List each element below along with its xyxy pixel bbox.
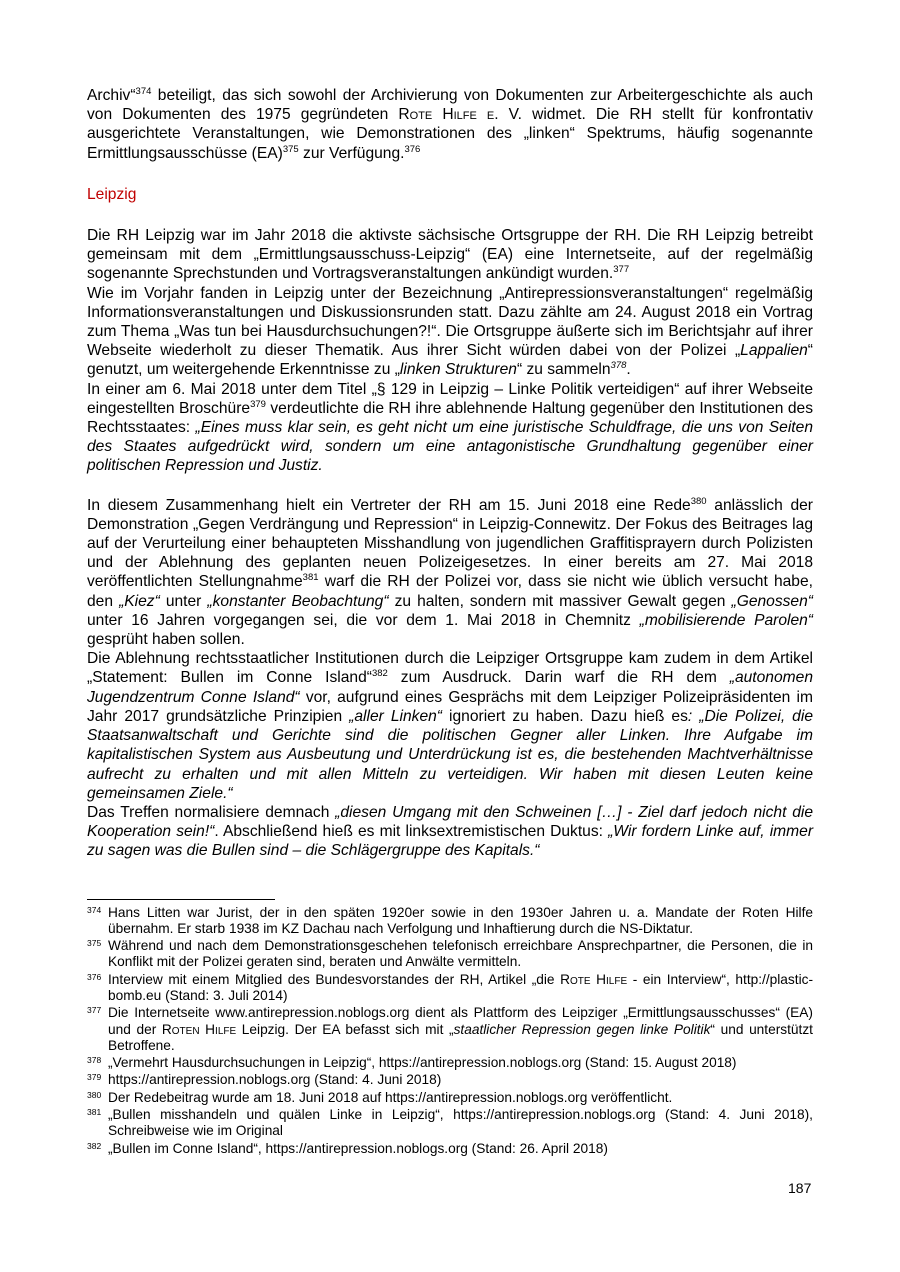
footnote-381 bbox=[87, 1107, 813, 1140]
text-span: vor, aufgrund eines Gesprächs mit dem Leipziger Polizeipräsidenten im Jahr 2017 grundsätzliche Prinzipien bbox=[87, 688, 813, 725]
text-span: warf die RH der Polizei vor, dass sie nicht wie üblich versucht habe, den bbox=[87, 573, 813, 610]
text-span: In einer am 6. Mai 2018 unter dem Titel „§ 129 in Leipzig – Linke Politik verteidigen“ auf ihrer Webseite eingestellten Broschüre bbox=[87, 380, 813, 417]
text-span: Die RH Leipzig war im Jahr 2018 die aktivste sächsische Ortsgruppe der RH. Die RH Leipzig betreibt gemeinsam mit dem „Ermittlungsausschuss-Leipzig“ (EA) eine Internetseite, auf der regelmäßig sogenannte Sprechstunden und Vortragsveranstaltungen ankündigt wurden. bbox=[87, 227, 813, 283]
quote-italic: „Wir fordern Linke auf, immer zu sagen was die Bullen sind – die Schlägergruppe des Kapitals.“ bbox=[87, 823, 814, 860]
text-span: zum Ausdruck. Darin warf die RH dem bbox=[387, 669, 730, 687]
paragraph-conne-island bbox=[87, 649, 813, 803]
footnote-text: Die Internetseite www.antirepression.noblogs.org dient als Plattform des Leipziger „Ermittlungsausschusses“ (EA) und der bbox=[108, 1005, 813, 1037]
footnote-379 bbox=[87, 1072, 813, 1088]
section-heading-leipzig: Leipzig bbox=[87, 185, 137, 203]
footnote-text: Während und nach dem Demonstrationsgeschehen telefonisch erreichbare Ansprechpartner, die Personen, die in Konflikt mit der Polizei geraten sind, beraten und Anwälte vermitteln. bbox=[108, 938, 813, 970]
footnote-number: 374 bbox=[87, 904, 102, 915]
quote-italic: : „Die Polizei, die Staatsanwaltschaft und Gerichte sind die politischen Gegner aller Linken. Ihre Aufgabe im kapitalistischen System aus Ausbeutung und Unterdrückung ist es, die bestehenden Machtverhältnisse aufrecht zu erhalten und mit allen Mitteln zu verteidigen. Wir haben mit diesen Leuten keine gemeinsamen Ziele.“ bbox=[87, 707, 813, 802]
text-span: unter 16 Jahren vorgegangen sei, die vor dem 1. Mai 2018 in Chemnitz bbox=[87, 611, 640, 629]
footnote-ref[interactable]: 377 bbox=[613, 264, 630, 276]
text-span: Die Ablehnung rechtsstaatlicher Institutionen durch die Leipziger Ortsgruppe kam zudem in dem Artikel „Statement: Bullen im Conne Island“ bbox=[87, 650, 813, 687]
footnote-number: 376 bbox=[87, 971, 102, 982]
page-number: 187 bbox=[788, 1180, 812, 1196]
footnote-number: 378 bbox=[87, 1055, 102, 1066]
footnote-text: “ und unterstützt Betroffene. bbox=[108, 1021, 813, 1053]
footnote-number: 375 bbox=[87, 938, 102, 949]
quote-italic: Lappalien bbox=[740, 342, 808, 360]
footnotes bbox=[87, 905, 813, 1157]
footnote-ref[interactable]: 374 bbox=[135, 86, 152, 97]
quote-italic: staatlicher Repression gegen linke Politik bbox=[453, 1021, 711, 1037]
text-span: . bbox=[626, 361, 631, 379]
paragraph-rede bbox=[87, 496, 813, 650]
org-name-smallcaps: Roten Hilfe bbox=[161, 1021, 237, 1037]
quote-italic: „Genossen“ bbox=[731, 592, 813, 610]
quote-italic: „konstanter Beobachtung“ bbox=[207, 592, 389, 610]
org-name-smallcaps: Rote Hilfe e bbox=[398, 106, 495, 124]
footnote-ref[interactable]: 381 bbox=[302, 572, 319, 584]
footnote-378 bbox=[87, 1055, 813, 1071]
text-span: ignoriert zu haben. Dazu hieß es bbox=[442, 707, 688, 725]
footnote-number: 382 bbox=[87, 1140, 102, 1151]
footnote-ref[interactable]: 379 bbox=[250, 398, 266, 410]
footnote-text: - ein Interview“, http://plastic-bomb.eu (Stand: 3. Juli 2014) bbox=[108, 971, 814, 1003]
footnote-text: „Bullen im Conne Island“, https://antirepression.noblogs.org (Stand: 26. April 2018) bbox=[108, 1140, 608, 1156]
footnote-ref[interactable]: 378 bbox=[610, 360, 627, 372]
quote-italic: „Kiez“ bbox=[119, 592, 160, 610]
paragraph-archiv bbox=[87, 86, 813, 163]
footnote-ref[interactable]: 376 bbox=[404, 143, 421, 155]
quote-italic: linken Strukturen bbox=[399, 361, 517, 379]
text-span: verdeutlichte die RH ihre ablehnende Haltung gegenüber den Institutionen des Rechtsstaates: bbox=[87, 399, 813, 437]
footnote-380 bbox=[87, 1090, 813, 1106]
text-span: In diesem Zusammenhang hielt ein Vertreter der RH am 15. Juni 2018 eine Rede bbox=[87, 496, 691, 514]
footnote-separator bbox=[87, 899, 275, 900]
paragraph-broschuere bbox=[87, 380, 813, 476]
paragraph-rh-leipzig bbox=[87, 226, 813, 284]
footnote-text: „Bullen misshandeln und quälen Linke in Leipzig“, https://antirepression.noblogs.org (Stand: 4. Juni 2018), Schreibweise wie im Original bbox=[108, 1107, 813, 1139]
footnote-text: Hans Litten war Jurist, der in den späten 1920er sowie in den 1930er Jahren u. a. Mandate der Roten Hilfe übernahm. Er starb 1938 im KZ Dachau nach Verfolgung und Inhaftierung durch die NS-Diktatur. bbox=[108, 904, 813, 936]
org-name-smallcaps: Rote Hilfe bbox=[560, 971, 628, 987]
footnote-376 bbox=[87, 972, 813, 1005]
text-span: . V. widmet. Die RH stellt für konfrontativ ausgerichtete Veranstaltungen, wie Demonstrationen des „linken“ Spektrums, häufig sogenannte Ermittlungsausschüsse (EA) bbox=[87, 106, 813, 162]
text-span: unter bbox=[159, 592, 208, 610]
footnote-text: Der Redebeitrag wurde am 18. Juni 2018 auf https://antirepression.noblogs.org veröffentlicht. bbox=[108, 1089, 673, 1105]
footnote-number: 380 bbox=[87, 1089, 102, 1100]
text-span: Wie im Vorjahr fanden in Leipzig unter der Bezeichnung „Antirepressionsveranstaltungen“ regelmäßig Informationsveranstaltungen und Diskussionsrunden statt. Dazu zählte am 24. August 2018 ein Vortrag zum Thema „Was tun bei Hausdurchsuchungen?!“. Die Ortsgruppe äußerte sich im Berichtsjahr auf ihrer Webseite wiederholt zu dieser Thematik. Aus ihrer Sicht würden dabei von der Polizei „ bbox=[87, 284, 813, 360]
text-span: zu halten, sondern mit massiver Gewalt gegen bbox=[388, 592, 732, 610]
text-span: anlässlich der Demonstration „Gegen Verdrängung und Repression“ in Leipzig-Connewitz. Der Fokus des Beitrages lag auf der Verurteilung einer behaupteten Misshandlung von jugendlichen Graffitisprayern durch Polizisten und der Ablehnung des geplanten neuen Polizeigesetzes. In einer bereits am 27. Mai 2018 veröffentlichten Stellungnahme bbox=[87, 496, 813, 591]
paragraph-treffen bbox=[87, 803, 813, 861]
footnote-number: 377 bbox=[87, 1005, 102, 1016]
text-span: zur Verfügung. bbox=[298, 144, 405, 162]
footnote-377 bbox=[87, 1005, 813, 1054]
footnote-ref[interactable]: 382 bbox=[371, 668, 388, 680]
text-span: . Abschließend hieß es mit linksextremistischen Duktus: bbox=[214, 823, 609, 841]
footnote-text: Leipzig. Der EA befasst sich mit „ bbox=[236, 1021, 454, 1037]
text-span: “ genutzt, um weitergehende Erkenntnisse zu „ bbox=[87, 342, 813, 379]
quote-italic: „autonomen Jugendzentrum Conne Island“ bbox=[87, 669, 813, 706]
paragraph-antirepression bbox=[87, 284, 813, 380]
footnote-ref[interactable]: 375 bbox=[282, 143, 299, 155]
quote-italic: „Eines muss klar sein, es geht nicht um eine juristische Schuldfrage, die uns von Seiten des Staates aufgedrückt wird, sondern um eine antagonistische Grundhaltung gegenüber einer politischen Repression und Justiz. bbox=[87, 419, 813, 475]
footnote-number: 379 bbox=[87, 1072, 102, 1083]
document-page bbox=[87, 86, 813, 1158]
text-span: Das Treffen normalisiere demnach bbox=[87, 803, 336, 821]
quote-italic: „mobilisierende Parolen“ bbox=[639, 611, 814, 629]
footnote-number: 381 bbox=[87, 1107, 102, 1118]
footnote-text: Interview mit einem Mitglied des Bundesvorstandes der RH, Artikel „die bbox=[108, 971, 561, 987]
quote-italic: „diesen Umgang mit den Schweinen […] - Ziel darf jedoch nicht die Kooperation sein!“ bbox=[87, 803, 813, 841]
footnote-text: https://antirepression.noblogs.org (Stand: 4. Juni 2018) bbox=[108, 1072, 442, 1088]
footnote-text: „Vermehrt Hausdurchsuchungen in Leipzig“, https://antirepression.noblogs.org (Stand: 15. August 2018) bbox=[108, 1055, 737, 1071]
footnote-382 bbox=[87, 1141, 813, 1157]
footnote-374 bbox=[87, 905, 813, 938]
text-span: gesprüht haben sollen. bbox=[87, 631, 245, 649]
text-span: “ zu sammeln bbox=[516, 361, 611, 379]
text-span: beteiligt, das sich sowohl der Archivierung von Dokumenten zur Arbeitergeschichte als auch von Dokumenten des 1975 gegründeten bbox=[87, 87, 813, 124]
footnote-ref[interactable]: 380 bbox=[690, 495, 707, 507]
footnote-375 bbox=[87, 938, 813, 971]
text-span: Archiv“ bbox=[87, 87, 136, 104]
quote-italic: „aller Linken“ bbox=[349, 707, 443, 725]
